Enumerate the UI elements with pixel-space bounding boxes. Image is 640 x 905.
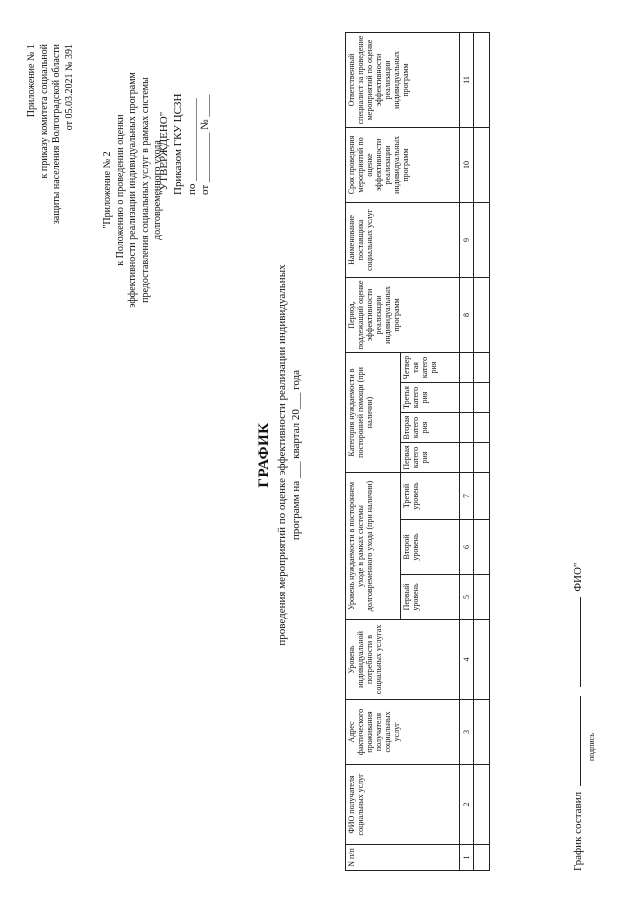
fio-line [580, 597, 581, 687]
header-care-first: Первый уровень [401, 575, 460, 620]
title-heading: ГРАФИК [256, 422, 272, 488]
signature-footer [572, 471, 596, 871]
header-deadline: Срок проведения мероприятий по оценке эффективности реализации индивидуальных программ [346, 127, 460, 202]
header-care-second: Второй уровень [401, 520, 460, 575]
column-number-row [460, 32, 474, 870]
column-number [460, 352, 474, 382]
title-line: программ на ___ квартал 20___ года [289, 369, 302, 541]
column-number: 6 [460, 520, 474, 575]
approval-by: по _______________ [185, 98, 198, 195]
table-cell [474, 32, 490, 127]
header-provider: Наименование поставщика социальных услуг [346, 202, 460, 277]
appendix-1-line: Приложение № 1 [26, 44, 37, 118]
table-cell [474, 520, 490, 575]
header-num: N п/п [346, 845, 460, 871]
header-fio: ФИО получателя социальных услуг [346, 765, 460, 845]
table-cell [474, 765, 490, 845]
header-help-first: Первая категория [401, 442, 460, 472]
appendix-2-line: к Положению о проведении оценки [114, 114, 126, 266]
approval-stamp: "УТВЕРЖДЕНО" [158, 111, 170, 195]
column-number: 3 [460, 700, 474, 765]
column-number: 1 [460, 845, 474, 871]
title-line: проведения мероприятий по оценке эффективности реализации индивидуальных [275, 264, 288, 646]
column-number: 2 [460, 765, 474, 845]
header-care-third: Третий уровень [401, 472, 460, 519]
appendix-2-line: долговременного ухода [152, 140, 163, 240]
appendix-2-line: предоставления социальных услуг в рамках системы [139, 77, 151, 303]
table-cell [474, 620, 490, 700]
appendix-1-header [26, 44, 76, 249]
approval-order: Приказом ГКУ ЦСЗН [171, 93, 184, 195]
table-cell [474, 412, 490, 442]
table-cell [474, 845, 490, 871]
schedule-table [345, 32, 490, 871]
document-title [255, 155, 303, 755]
table-cell [474, 352, 490, 382]
table-cell [474, 202, 490, 277]
table-cell [474, 127, 490, 202]
schedule-table-wrapper [345, 33, 490, 871]
column-number: 8 [460, 277, 474, 352]
appendix-2-line: эффективности реализации индивидуальных программ [127, 72, 138, 308]
signature-line [580, 696, 581, 786]
appendix-2-line: "Приложение № 2 [102, 151, 113, 229]
column-number [460, 382, 474, 412]
header-period: Период, подлежащий оценке эффективности реализации индивидуальных программ [346, 277, 460, 352]
column-number: 10 [460, 127, 474, 202]
approval-from: от _________ № ____ [199, 94, 212, 195]
approval-block [158, 55, 213, 195]
table-row [474, 32, 490, 870]
column-number: 9 [460, 202, 474, 277]
appendix-1-line: от 05.03.2021 № 391 [63, 44, 75, 131]
fio-label: ФИО" [572, 562, 584, 592]
appendix-1-line: к приказу комитета социальной [38, 44, 50, 179]
table-cell [474, 700, 490, 765]
appendix-2-header [102, 40, 165, 340]
column-number [460, 442, 474, 472]
table-cell [474, 382, 490, 412]
column-number: 5 [460, 575, 474, 620]
header-help-fourth: Четвертая категория [401, 352, 460, 382]
header-responsible: Ответственный специалист за проведение мероприятий по оценке эффективности реализации индивидуальных программ [346, 32, 460, 127]
column-number: 4 [460, 620, 474, 700]
column-number: 11 [460, 32, 474, 127]
table-cell [474, 472, 490, 519]
composed-by-label: График составил [572, 791, 584, 871]
header-address: Адрес фактического проживания получателя социальных услуг [346, 700, 460, 765]
header-care-group: Уровень нуждаемости в постороннем уходе в рамках системы долговременного ухода (при наличии) [346, 472, 401, 619]
header-help-group: Категория нуждаемости в посторонней помощи (при наличии) [346, 352, 401, 472]
column-number [460, 412, 474, 442]
signature-caption: подпись [587, 733, 596, 761]
header-help-second: Вторая категория [401, 412, 460, 442]
table-cell [474, 277, 490, 352]
table-cell [474, 575, 490, 620]
column-number: 7 [460, 472, 474, 519]
header-need-level: Уровень индивидуальной потребности в социальных услугах [346, 620, 460, 700]
table-cell [474, 442, 490, 472]
header-help-third: Третья категория [401, 382, 460, 412]
appendix-1-line: защиты населения Волгоградской области [51, 44, 62, 225]
